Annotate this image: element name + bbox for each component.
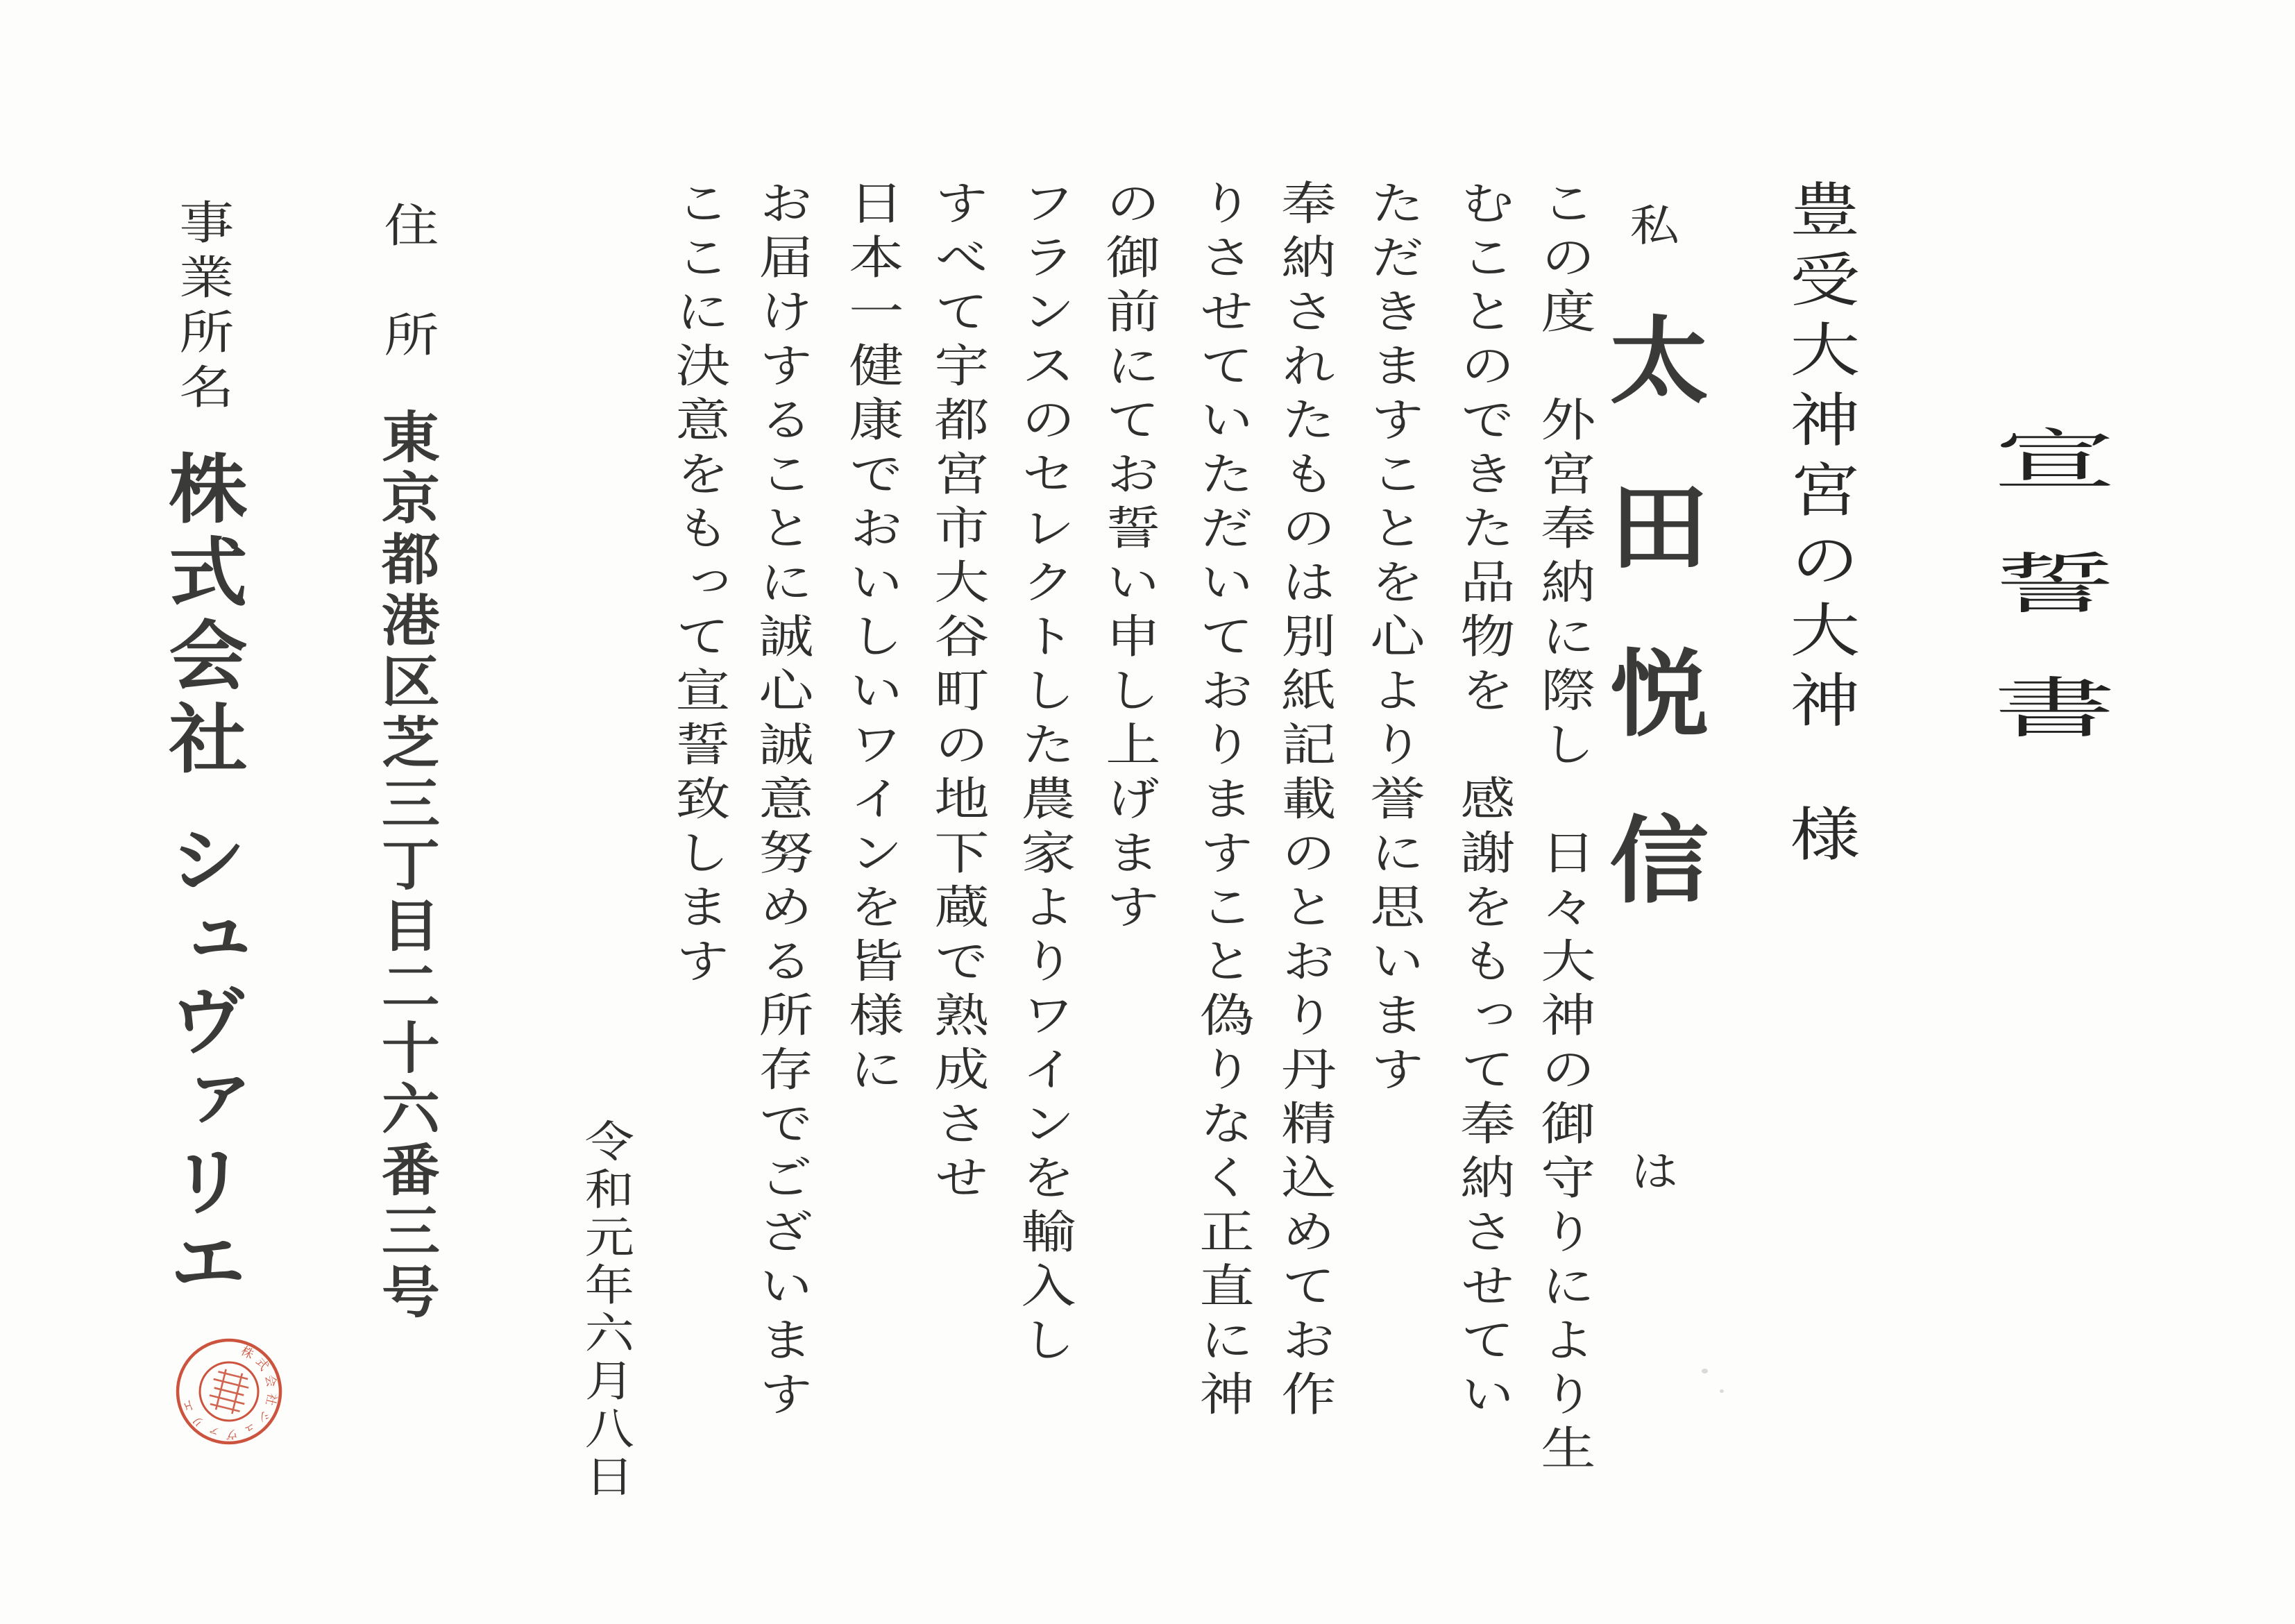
- declarant-name-handwritten: 太田悦信: [1592, 311, 1709, 977]
- body-column-10: お届けすることに誠心誠意努める所存でございます: [749, 179, 813, 1424]
- body-column-8: すべて宇都宮市大谷町の地下蔵で熟成させ: [924, 179, 989, 1208]
- company-name-handwritten: シュヴァリエ: [155, 820, 248, 1303]
- body-column-6: の御前にてお誓い申し上げます: [1096, 179, 1160, 937]
- company-seal-icon: [172, 1335, 286, 1448]
- body-column-7: フランスのセレクトした農家よりワインを輸入し: [1011, 179, 1076, 1370]
- body-column-4: 奉納されたものは別紙記載のとおり丹精込めてお作: [1271, 179, 1336, 1424]
- body-column-9: 日本一健康でおいしいワインを皆様に: [839, 179, 904, 1099]
- business-name-label: 事業所名: [169, 198, 234, 418]
- body-column-5: りさせていただいておりますこと偽りなく正直に神: [1189, 179, 1254, 1424]
- seal-ring-text: 株式会社シュヴァリエ: [179, 1344, 280, 1441]
- declarant-prefix: 私: [1621, 203, 1680, 247]
- address-value-handwritten: 東京都港区芝三丁目二十六番三号: [371, 408, 441, 1324]
- body-column-11: ここに決意をもって宣誓致します: [666, 179, 730, 991]
- body-column-3: ただきますことを心より誉に思います: [1360, 179, 1425, 1099]
- recipient-name: 豊受大神宮の大神: [1779, 179, 1861, 740]
- address-label: 住 所: [374, 201, 439, 366]
- body-column-2: むことのできた品物を 感謝をもって奉納させてい: [1450, 179, 1515, 1424]
- scan-speck: [1702, 1369, 1708, 1373]
- recipient-honorific: 様: [1779, 804, 1861, 874]
- seal-center-marks: [207, 1367, 252, 1416]
- document-title: 宣誓書: [1974, 425, 2115, 797]
- date-column: 令和元年六月八日: [576, 1119, 635, 1502]
- body-column-1: この度 外宮奉納に際し 日々大神の御守りにより生: [1531, 179, 1595, 1478]
- declarant-particle: は: [1621, 1149, 1680, 1193]
- company-type-handwritten: 株式会社: [155, 450, 248, 783]
- scan-speck: [1720, 1389, 1724, 1393]
